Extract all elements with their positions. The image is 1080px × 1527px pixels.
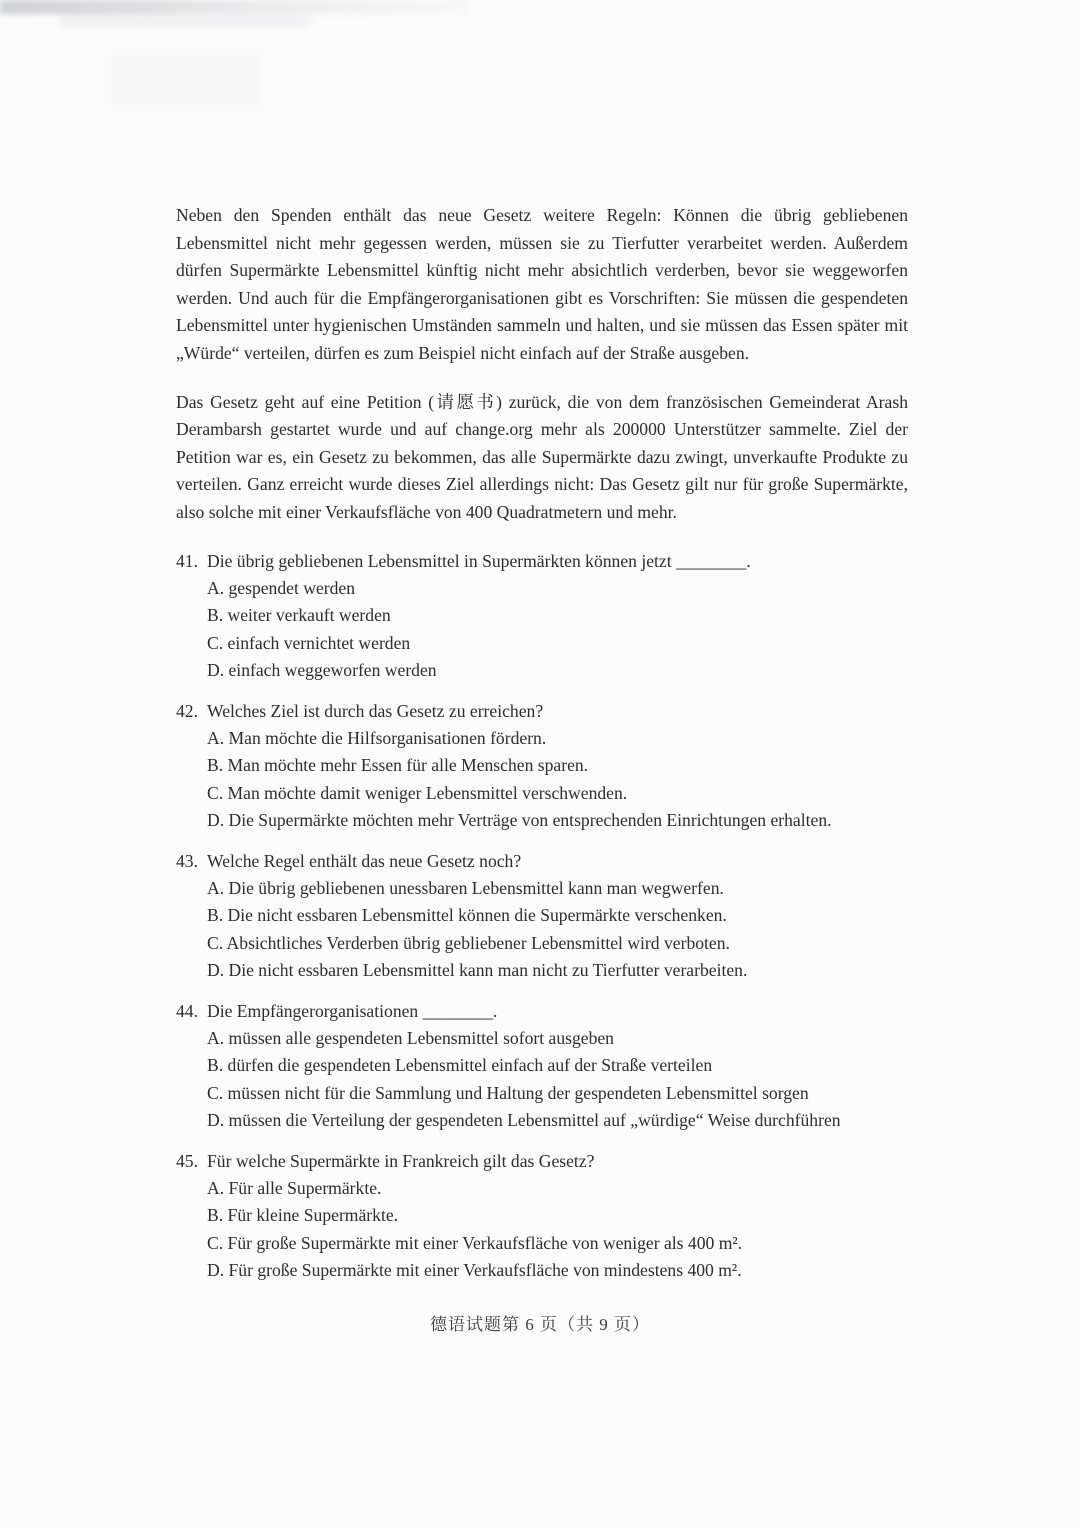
question-number: 43. [176,850,198,871]
question-number: 45. [176,1150,198,1171]
option-c: C. müssen nicht für die Sammlung und Haltung der gespendeten Lebensmittel sorgen [207,1082,809,1103]
option-a: A. müssen alle gespendeten Lebensmittel sofort ausgeben [207,1028,614,1049]
option-b: B. Für kleine Supermärkte. [207,1205,399,1226]
option-c: C. Für große Supermärkte mit einer Verkaufsfläche von weniger als 400 m². [207,1232,743,1253]
question-42-options [176,725,908,835]
question-text: Die Empfängerorganisationen ________. [207,1000,498,1021]
question-44-options [176,1025,908,1135]
page-footer: 德语试题第 6 页（共 9 页） [430,1315,650,1334]
scan-artifact [60,16,310,26]
question-text: Welches Ziel ist durch das Gesetz zu erreichen? [207,700,544,721]
question-43-stem [176,848,908,875]
option-d: D. Die nicht essbaren Lebensmittel kann man nicht zu Tierfutter verarbeiten. [207,960,748,981]
question-41-options [176,575,908,685]
option-b: B. weiter verkauft werden [207,605,391,626]
scan-artifact [0,0,470,14]
option-d: D. Für große Supermärkte mit einer Verkaufsfläche von mindestens 400 m². [207,1260,742,1281]
question-41-stem [176,548,908,575]
question-number: 44. [176,1000,198,1021]
question-41 [176,548,908,685]
question-42-stem [176,698,908,725]
option-c: C. Absichtliches Verderben übrig gebliebener Lebensmittel wird verboten. [207,932,730,953]
question-43-options [176,875,908,985]
question-44-stem [176,998,908,1025]
passage-and-questions [176,202,908,1285]
question-45-options [176,1175,908,1285]
option-b: B. dürfen die gespendeten Lebensmittel einfach auf der Straße verteilen [207,1055,713,1076]
option-a: A. Für alle Supermärkte. [207,1178,382,1199]
question-44 [176,998,908,1135]
option-b: B. Man möchte mehr Essen für alle Menschen sparen. [207,755,589,776]
question-number: 41. [176,550,198,571]
option-a: A. Man möchte die Hilfsorganisationen fördern. [207,727,547,748]
option-a: A. gespendet werden [207,577,356,598]
question-text: Welche Regel enthält das neue Gesetz noch? [207,850,522,871]
option-d: D. einfach weggeworfen werden [207,660,437,681]
option-a: A. Die übrig gebliebenen unessbaren Lebensmittel kann man wegwerfen. [207,878,724,898]
question-45 [176,1148,908,1285]
option-d: D. müssen die Verteilung der gespendeten Lebensmittel auf „würdige“ Weise durchführen [207,1110,841,1131]
passage-paragraph-1: Neben den Spenden enthält das neue Gesetz weitere Regeln: Können die übrig gebliebenen Lebensmittel nicht mehr gegessen werden, müssen sie zu Tierfutter verarbeitet werden. Außerdem dürfen Supermärkte Lebensmittel künftig nicht mehr absichtlich verderben, bevor sie weggeworfen werden. Und auch für die Empfängerorganisationen gibt es Vorschriften: Sie müssen die gespendeten Lebensmittel unter hygienischen Umständen sammeln und halten, und sie müssen das Essen später mit „Würde“ verteilen, dürfen es zum Beispiel nicht einfach auf der Straße ausgeben. [176,205,908,363]
question-text: Für welche Supermärkte in Frankreich gilt das Gesetz? [207,1150,595,1171]
scan-artifact [110,50,260,110]
question-43 [176,848,908,985]
question-text: Die übrig gebliebenen Lebensmittel in Supermärkten können jetzt ________. [207,550,751,571]
question-number: 42. [176,700,198,721]
option-b: B. Die nicht essbaren Lebensmittel können die Supermärkte verschenken. [207,905,727,926]
question-42 [176,698,908,835]
passage-paragraph-2: Das Gesetz geht auf eine Petition (请愿书) zurück, die von dem französischen Gemeinderat Arash Derambarsh gestartet wurde und auf change.org mehr als 200000 Unterstützer sammelte. Ziel der Petition war es, ein Gesetz zu bekommen, das alle Supermärkte dazu zwingt, unverkaufte Produkte zu verteilen. Ganz erreicht wurde dieses Ziel allerdings nicht: Das Gesetz gilt nur für große Supermärkte, also solche mit einer Verkaufsfläche von 400 Quadratmetern und mehr. [176,391,908,522]
option-c: C. Man möchte damit weniger Lebensmittel verschwenden. [207,782,628,803]
option-c: C. einfach vernichtet werden [207,632,411,653]
question-45-stem [176,1148,908,1175]
option-d: D. Die Supermärkte möchten mehr Verträge von entsprechenden Einrichtungen erhalten. [207,810,832,831]
